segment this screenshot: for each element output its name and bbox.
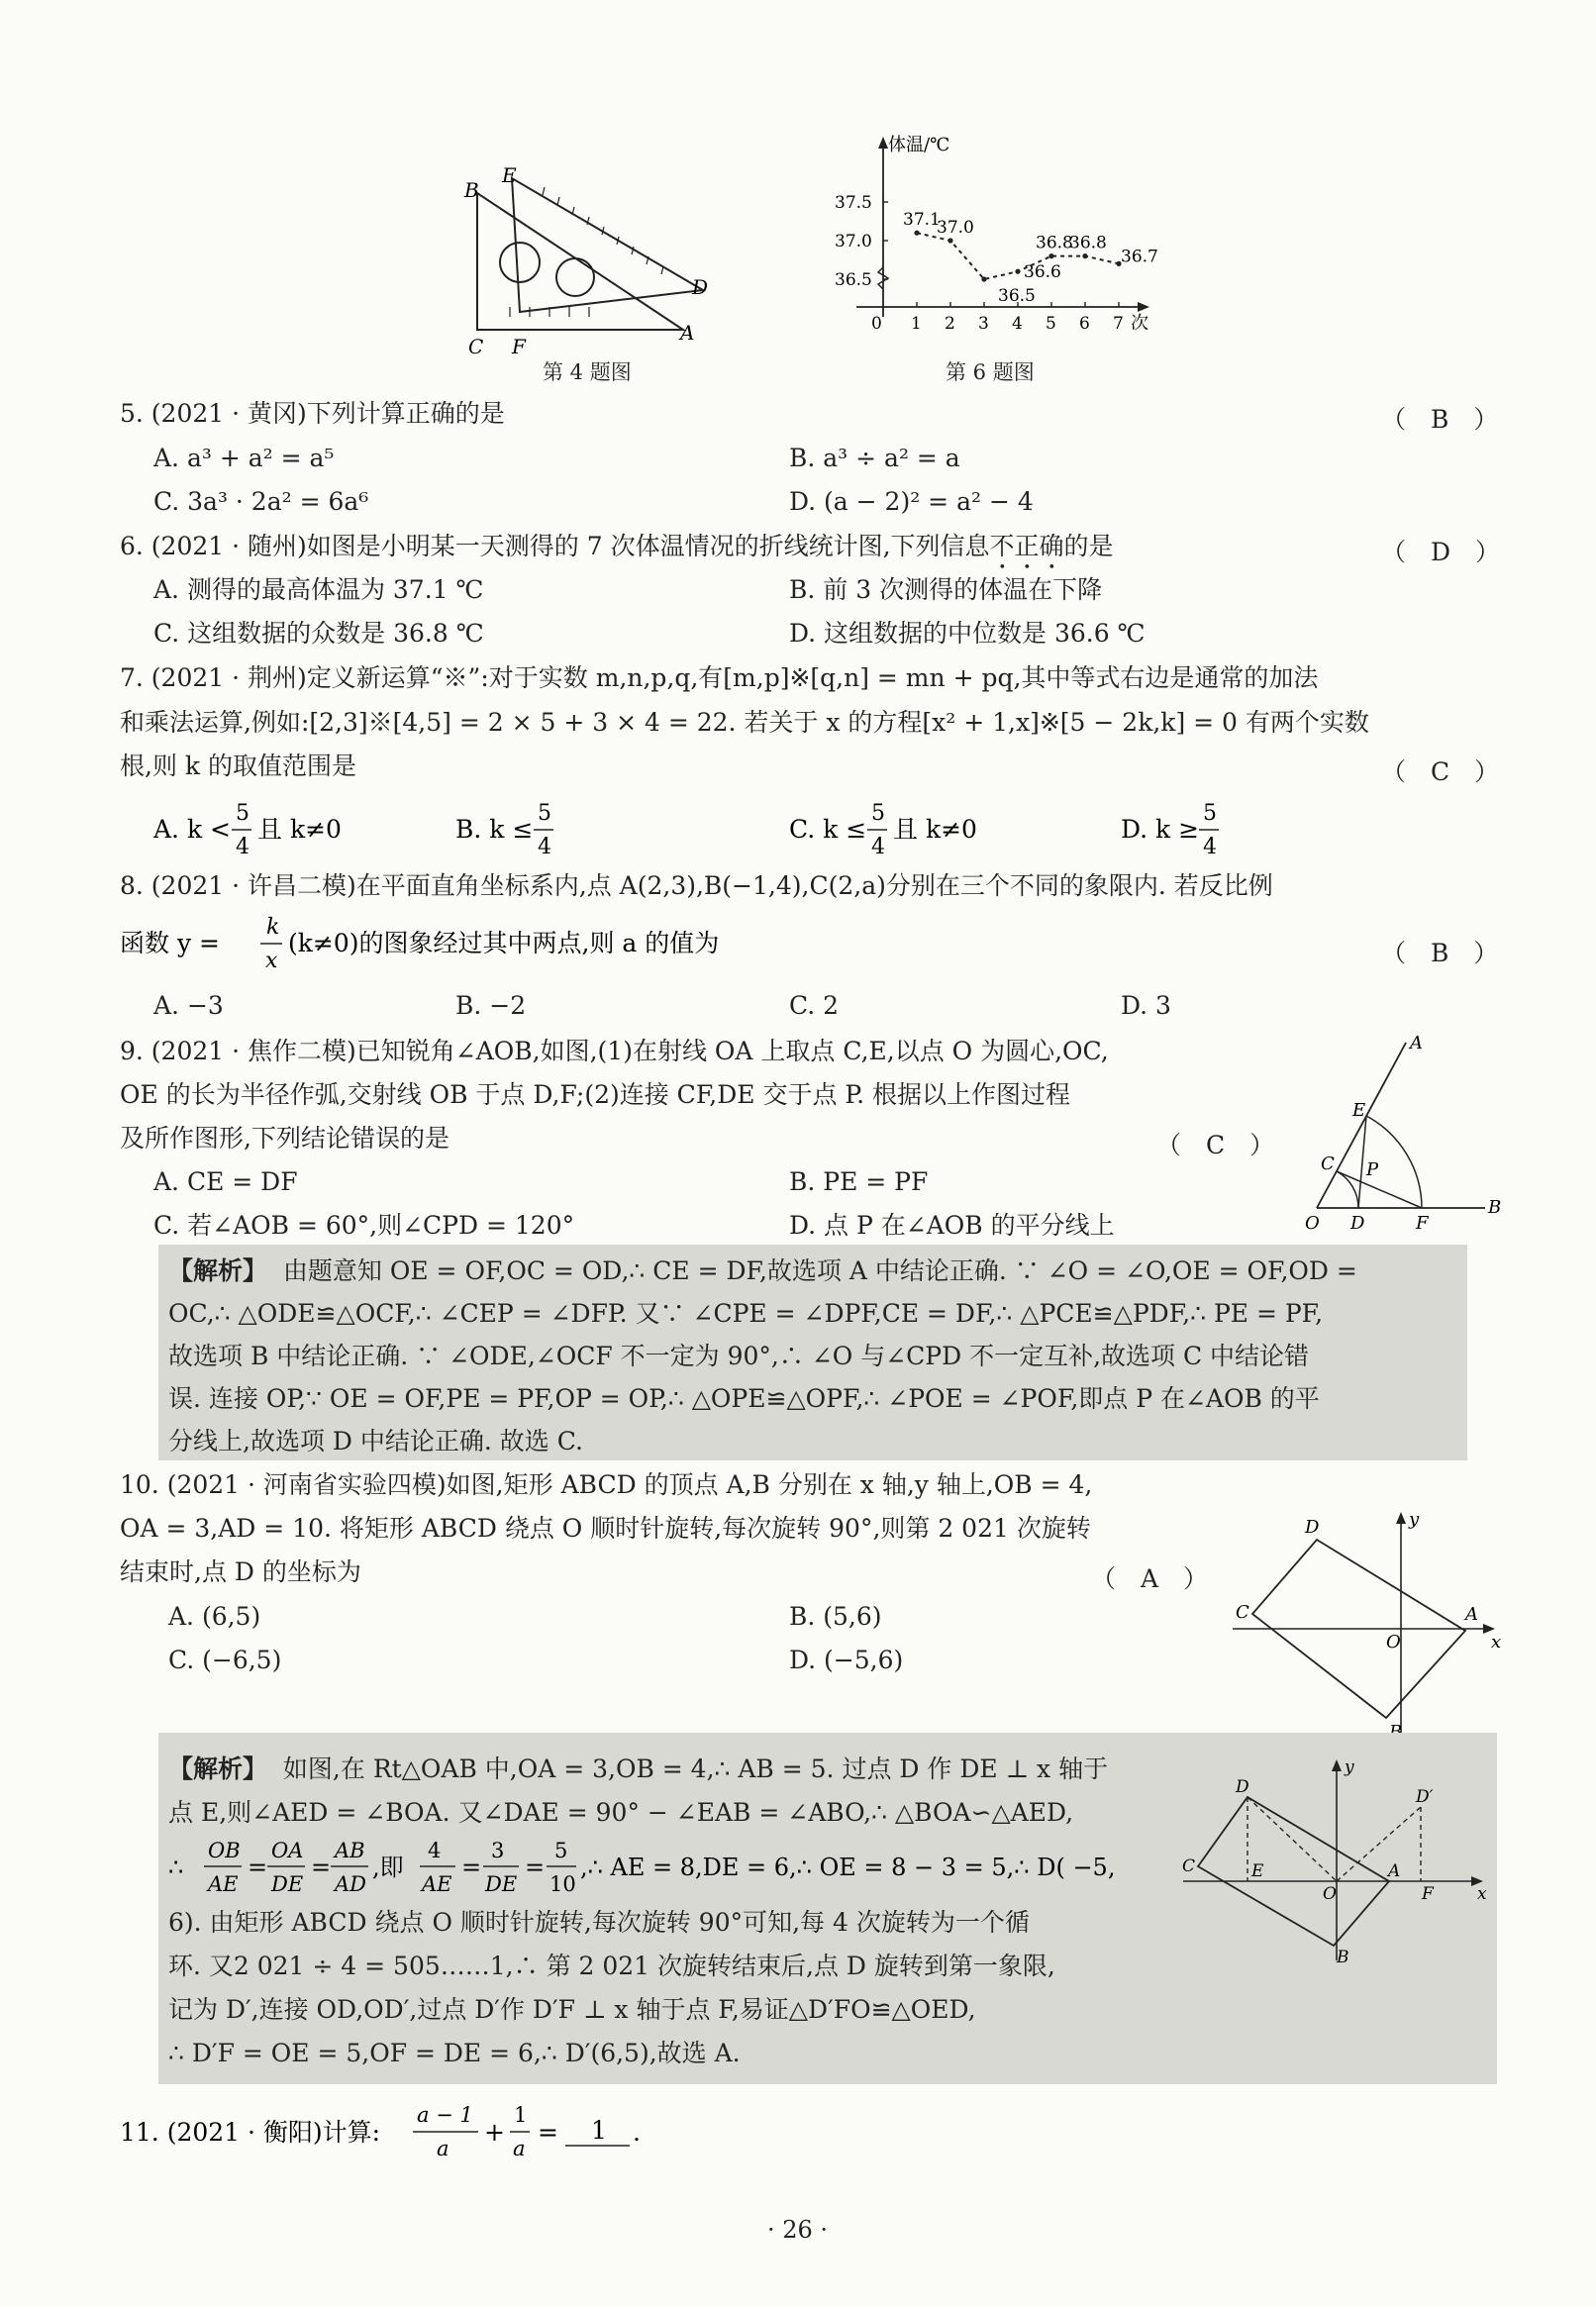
x-tick-label: 4 [1012, 314, 1023, 334]
fig10b-label: D′ [1416, 1787, 1434, 1807]
q6-option-c: C. 这组数据的众数是 36.8 ℃ [153, 619, 484, 648]
data-point [948, 238, 952, 243]
q7-option-c-tail: 且 k≠0 [893, 815, 977, 844]
data-label: 36.5 [998, 286, 1036, 306]
data-point [981, 276, 986, 281]
q6-option-a: A. 测得的最高体温为 37.1 ℃ [153, 575, 484, 604]
q10-frac-num: 3 [491, 1839, 505, 1862]
fig10b-label: C [1182, 1856, 1196, 1876]
q11-plus: + [484, 2118, 505, 2147]
q9-line-3: 及所作图形,下列结论错误的是 [120, 1124, 449, 1153]
data-label: 37.1 [903, 210, 941, 231]
q10-eq: = [248, 1854, 268, 1881]
q7-options [149, 792, 1257, 866]
q10-analysis-text: 如图,在 Rt△OAB 中,OA = 3,OB = 4,∴ AB = 5. 过点 D 作 DE ⊥ x 轴于 [282, 1755, 1109, 1783]
x-axis-arrow [1138, 302, 1149, 312]
q11-answer: 1 [591, 2116, 607, 2145]
q7-frac-den: 4 [871, 835, 885, 859]
data-label: 37.0 [937, 218, 974, 238]
q11-frac2-num: 1 [514, 2103, 528, 2127]
q5-option-d: D. (a − 2)² = a² − 4 [789, 487, 1034, 516]
q9-option-c: C. 若∠AOB = 60°,则∠CPD = 120° [153, 1211, 575, 1240]
q10-frac-num: 4 [428, 1839, 442, 1862]
fig10b-label: A [1388, 1861, 1401, 1881]
fig4-label: D [692, 275, 708, 299]
fig4-hole-2 [556, 258, 594, 296]
fig9-label: C [1321, 1154, 1335, 1174]
x-tick-label: 5 [1046, 314, 1056, 334]
q7-frac-den: 4 [1203, 835, 1217, 859]
segment-cf [1337, 1171, 1422, 1208]
q5-answer: （ B ） [1381, 405, 1499, 434]
q9-line-1: 9. (2021 · 焦作二模)已知锐角∠AOB,如图,(1)在射线 OA 上取点 C,E,以点 O 为圆心,OC, [120, 1037, 1109, 1065]
q5-option-c: C. 3a³ · 2a² = 6a⁶ [153, 487, 369, 516]
fig4-hole-1 [500, 243, 540, 282]
q7-option-b: B. k ≤ [455, 815, 534, 844]
y-axis-arrow [878, 137, 888, 149]
q7-frac-num: 5 [871, 801, 885, 826]
q8-option-d: D. 3 [1121, 991, 1171, 1020]
fig4-label: C [468, 335, 484, 356]
fig9-label: P [1366, 1159, 1379, 1180]
fig10b-label: D [1236, 1777, 1249, 1797]
x-tick-label: 6 [1079, 314, 1090, 334]
fig9-label: O [1305, 1213, 1320, 1233]
q10-line-3: 结束时,点 D 的坐标为 [120, 1557, 361, 1586]
fig10b-label: O [1323, 1884, 1337, 1904]
fig10-label: A [1465, 1604, 1478, 1625]
q11-stem: 11. (2021 · 衡阳)计算: [120, 2118, 381, 2147]
q10-jx3-start: ∴ [168, 1854, 184, 1881]
q10-analysis-line-3 [168, 1830, 1168, 1904]
q9-option-a: A. CE = DF [153, 1167, 298, 1196]
q10-frac-num: AB [335, 1839, 365, 1862]
q7-option-a: A. k < [153, 815, 231, 844]
q7-frac-den: 4 [236, 835, 249, 859]
q8-answer: （ B ） [1381, 939, 1499, 967]
data-point [1082, 253, 1087, 258]
q10-analysis-line-6: 记为 D′,连接 OD,OD′,过点 D′作 D′F ⊥ x 轴于点 F,易证△D′FO≌△OED, [168, 1995, 976, 2024]
q10-frac-num: 5 [554, 1839, 568, 1862]
q11-frac1-den: a [437, 2137, 449, 2160]
q10-frac-den: AE [422, 1872, 452, 1896]
q6-stem-emphasis: 不正确 [989, 532, 1064, 560]
q6-answer: （ D ） [1381, 538, 1501, 566]
q10-analysis-line-4: 6). 由矩形 ABCD 绕点 O 顺时针旋转,每次旋转 90°可知,每 4 次旋转为一个循 [168, 1908, 1030, 1937]
q6-stem-text: 6. (2021 · 随州)如图是小明某一天测得的 7 次体温情况的折线统计图,下列信息 [120, 532, 990, 560]
x-axis-label: 次 [1131, 313, 1148, 334]
q9-option-d: D. 点 P 在∠AOB 的平分线上 [789, 1211, 1115, 1240]
q10-line-1: 10. (2021 · 河南省实验四模)如图,矩形 ABCD 的顶点 A,B 分别在 x 轴,y 轴上,OB = 4, [120, 1470, 1093, 1499]
q10-frac-den: AD [335, 1872, 367, 1896]
segment-od-prime [1337, 1807, 1421, 1881]
x-tick-label: 0 [871, 314, 882, 334]
q11-equals: = [538, 2118, 558, 2147]
data-label: 36.8 [1069, 233, 1107, 253]
x-tick-label: 7 [1113, 314, 1124, 334]
q10-option-a: A. (6,5) [168, 1602, 261, 1631]
data-point [914, 231, 919, 236]
q7-line-2: 和乘法运算,例如:[2,3]※[4,5] = 2 × 5 + 3 × 4 = 22. 若关于 x 的方程[x² + 1,x]※[5 − 2k,k] = 0 有两个实数 [120, 708, 1369, 737]
q7-option-a-tail: 且 k≠0 [257, 815, 342, 844]
q9-option-b: B. PE = PF [789, 1167, 929, 1196]
q10-answer: （ A ） [1091, 1564, 1209, 1593]
q7-line-1: 7. (2021 · 荆州)定义新运算“※”:对于实数 m,n,p,q,有[m,p]※[q,n] = mn + pq,其中等式右边是通常的加法 [120, 663, 1319, 692]
q8-frac-num: k [266, 915, 280, 940]
q10-jx3-end: ,∴ AE = 8,DE = 6,∴ OE = 8 − 3 = 5,∴ D( −5, [580, 1854, 1116, 1881]
q5-option-b: B. a³ ÷ a² = a [789, 444, 960, 472]
q10-option-d: D. (−5,6) [789, 1646, 904, 1674]
q8-option-a: A. −3 [153, 991, 224, 1020]
q9-analysis-label: 【解析】 [168, 1256, 268, 1285]
q10-frac-den: DE [485, 1872, 518, 1896]
q8-line-1: 8. (2021 · 许昌二模)在平面直角坐标系内,点 A(2,3),B(−1,4),C(2,a)分别在三个不同的象限内. 若反比例 [120, 871, 1273, 900]
q7-line-3: 根,则 k 的取值范围是 [120, 752, 356, 780]
fig4-label: B [464, 178, 479, 202]
q10-jx3-mid: ,即 [372, 1854, 404, 1881]
arc-cd [1337, 1171, 1358, 1208]
data-label: 36.8 [1036, 233, 1073, 253]
y-tick-label: 36.5 [835, 270, 872, 290]
q10-frac-den: AE [208, 1872, 239, 1896]
fig9-label: A [1410, 1035, 1423, 1053]
y-axis-arrow [1396, 1512, 1406, 1524]
figure-6-chart [827, 129, 1163, 351]
q7-frac-num: 5 [538, 801, 551, 826]
figure-4-caption: 第 4 题图 [543, 360, 632, 384]
fig4-label: E [502, 163, 517, 187]
y-tick-label: 37.5 [835, 193, 872, 213]
q10-eq: = [461, 1854, 482, 1881]
q10-option-b: B. (5,6) [789, 1602, 882, 1631]
q8-line-2-start: 函数 y = [120, 929, 220, 957]
q10-option-c: C. (−6,5) [168, 1646, 282, 1674]
figure-4-diagram [450, 163, 708, 356]
q6-option-d: D. 这组数据的中位数是 36.6 ℃ [789, 619, 1146, 648]
x-tick-label: 2 [945, 314, 955, 334]
figure-10-analysis-diagram [1178, 1753, 1495, 1965]
x-tick-label: 1 [911, 314, 922, 334]
q7-frac-num: 5 [236, 801, 249, 826]
q9-analysis-line-4: 误. 连接 OP,∵ OE = OF,PE = PF,OP = OP,∴ △OPE≌△OPF,∴ ∠POE = ∠POF,即点 P 在∠AOB 的平 [168, 1384, 1320, 1413]
fig10b-label: B [1337, 1948, 1349, 1965]
page-number: · 26 · [767, 2216, 829, 2244]
q7-answer: （ C ） [1381, 757, 1500, 786]
fig9-label: D [1350, 1213, 1365, 1233]
q11-frac2-den: a [513, 2137, 526, 2160]
q9-analysis-line-3: 故选项 B 中结论正确. ∵ ∠ODE,∠OCF 不一定为 90°,∴ ∠O 与∠CPD 不一定互补,故选项 C 中结论错 [168, 1342, 1310, 1370]
q10-eq: = [525, 1854, 546, 1881]
fig10-label: y [1409, 1509, 1420, 1530]
q8-line-2-end: (k≠0)的图象经过其中两点,则 a 的值为 [288, 929, 720, 957]
q11-end: . [633, 2118, 641, 2147]
q7-frac-den: 4 [538, 835, 551, 859]
q10-frac-num: OA [271, 1839, 304, 1862]
fig10-label: D [1305, 1517, 1320, 1538]
ray-oa [1317, 1043, 1406, 1208]
q5-stem: 5. (2021 · 黄冈)下列计算正确的是 [120, 399, 505, 428]
q11-frac1-num: a − 1 [417, 2103, 473, 2127]
q10-analysis-line-5: 环. 又2 021 ÷ 4 = 505……1,∴ 第 2 021 次旋转结束后,点 D 旋转到第一象限, [168, 1952, 1055, 1980]
q9-analysis-text: 由题意知 OE = OF,OC = OD,∴ CE = DF,故选项 A 中结论正确. ∵ ∠O = ∠O,OE = OF,OD = [282, 1256, 1357, 1285]
q10-frac-num: OB [208, 1839, 241, 1862]
q7-option-d: D. k ≥ [1121, 815, 1200, 844]
fig4-label: A [680, 321, 695, 345]
q5-option-a: A. a³ + a² = a⁵ [153, 444, 335, 472]
fig9-label: E [1352, 1100, 1366, 1121]
q11-line [120, 2094, 674, 2173]
data-point [1015, 269, 1020, 274]
q10-analysis-line-2: 点 E,则∠AED = ∠BOA. 又∠DAE = 90° − ∠EAB = ∠ABO,∴ △BOA∽△AED, [168, 1798, 1074, 1827]
q7-option-c: C. k ≤ [789, 815, 867, 844]
q9-line-2: OE 的长为半径作弧,交射线 OB 于点 D,F;(2)连接 CF,DE 交于点 P. 根据以上作图过程 [120, 1080, 1071, 1109]
fig4-ruler [512, 178, 703, 312]
figure-6-caption: 第 6 题图 [946, 360, 1035, 384]
fig10-label: C [1236, 1602, 1249, 1623]
q10-eq: = [311, 1854, 332, 1881]
y-axis-arrow [1332, 1759, 1342, 1771]
figure-9-diagram [1287, 1035, 1505, 1233]
q9-analysis-line-1 [168, 1250, 1357, 1293]
fig10b-label: F [1422, 1884, 1434, 1904]
q8-option-c: C. 2 [789, 991, 840, 1020]
q10-frac-den: DE [271, 1872, 304, 1896]
figure-10-diagram [1228, 1505, 1505, 1743]
q8-frac-den: x [265, 949, 278, 973]
q6-option-b: B. 前 3 次测得的体温在下降 [789, 575, 1103, 604]
q9-analysis-line-2: OC,∴ △ODE≌△OCF,∴ ∠CEP = ∠DFP. 又∵ ∠CPE = ∠DPF,CE = DF,∴ △PCE≌△PDF,∴ PE = PF, [168, 1299, 1324, 1328]
data-label: 36.6 [1024, 262, 1061, 283]
y-axis-label: 体温/℃ [888, 135, 950, 155]
data-point [1048, 253, 1053, 258]
q10-frac-den: 10 [549, 1872, 576, 1896]
x-tick-label: 3 [978, 314, 989, 334]
q10-analysis-line-1 [168, 1748, 1108, 1791]
q10-analysis-line-7: ∴ D′F = OE = 5,OF = DE = 6,∴ D′(6,5),故选 A. [168, 2039, 741, 2067]
q10-line-2: OA = 3,AD = 10. 将矩形 ABCD 绕点 O 顺时针旋转,每次旋转 90°,则第 2 021 次旋转 [120, 1514, 1091, 1543]
fig10b-label: x [1477, 1884, 1487, 1904]
q9-answer: （ C ） [1156, 1131, 1275, 1159]
q8-option-b: B. −2 [455, 991, 527, 1020]
fig10b-label: y [1345, 1757, 1354, 1777]
fig4-label: F [512, 335, 526, 356]
q9-analysis-line-5: 分线上,故选项 D 中结论正确. 故选 C. [168, 1427, 583, 1455]
q8-line-2 [120, 906, 912, 980]
data-label: 36.7 [1121, 247, 1158, 267]
fig10b-label: E [1251, 1861, 1264, 1881]
y-tick-label: 37.0 [835, 232, 872, 251]
fig9-label: F [1416, 1213, 1429, 1233]
q7-frac-num: 5 [1203, 801, 1217, 826]
rectangle-abcd [1198, 1797, 1389, 1946]
fig9-label: B [1488, 1197, 1502, 1218]
fig10-label: O [1386, 1632, 1401, 1653]
q6-stem-end: 的是 [1063, 532, 1114, 560]
q10-analysis-label: 【解析】 [168, 1755, 268, 1783]
fig10-label: x [1491, 1632, 1502, 1653]
